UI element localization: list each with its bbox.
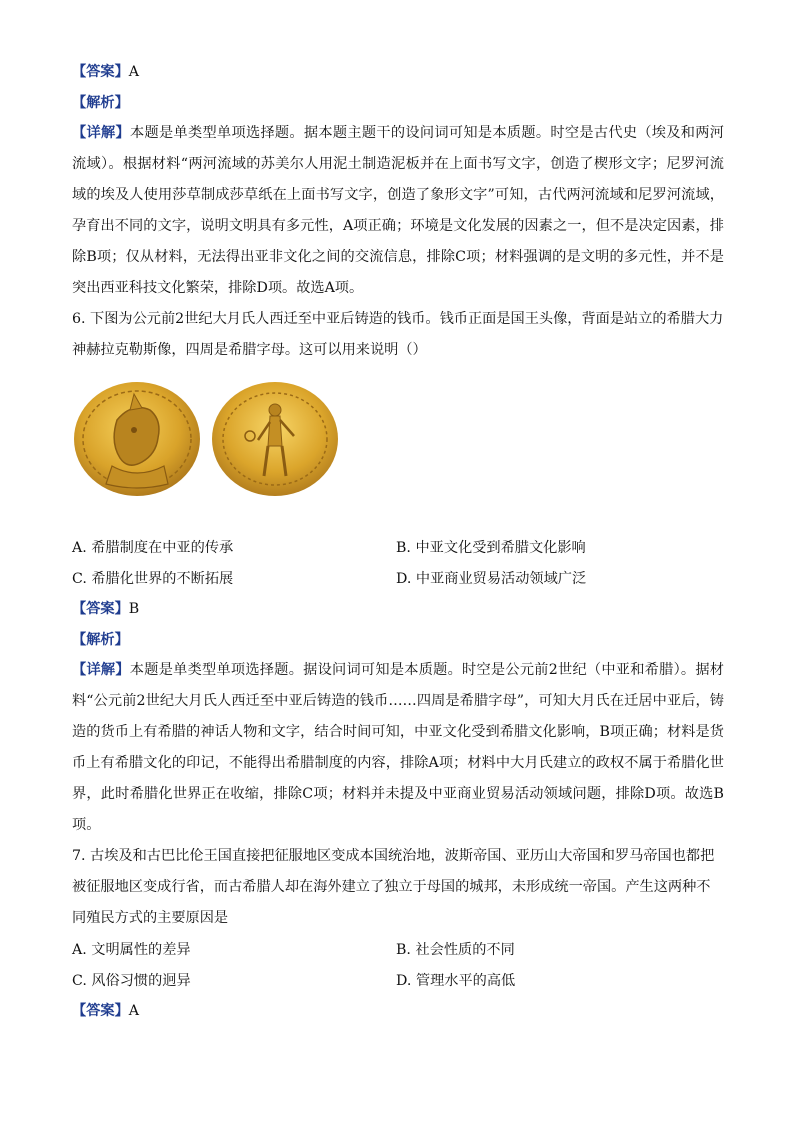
- option-a: A. 希腊制度在中亚的传承: [72, 540, 234, 556]
- answer-value: A: [128, 64, 140, 80]
- answer-line: [72, 62, 724, 82]
- question-6-stem: 6. 下图为公元前2世纪大月氏人西迁至中亚后铸造的钱币。钱币正面是国王头像，背面是站立的希腊大力神赫拉克勒斯像，四周是希腊字母。这可以用来说明（）: [72, 311, 724, 358]
- analysis-line: [72, 93, 724, 113]
- document-page: [72, 62, 724, 1032]
- detail-text: 本题是单类型单项选择题。据本题主题干的设问词可知是本质题。时空是古代史（埃及和两河流域）。根据材料“两河流域的苏美尔人用泥土制造泥板并在上面书写文字，创造了楔形文字；尼罗河流域的埃及人使用莎草制成莎草纸在上面书写文字，创造了象形文字”可知，古代两河流域和尼罗河流域，孕育出不同的文字，说明文明具有多元性，A项正确；环境是文化发展的因素之一，但不是决定因素，排除B项；仅从材料，无法得出亚非文化之间的交流信息，排除C项；材料强调的是文明的多元性，并不是突出西亚科技文化繁荣，排除D项。故选A项。: [72, 125, 724, 296]
- coin-images: [72, 380, 724, 498]
- option-b: B. 中亚文化受到希腊文化影响: [396, 540, 586, 556]
- q6-detail-paragraph: [72, 655, 724, 841]
- option-c: C. 风俗习惯的迥异: [72, 973, 191, 989]
- detail-paragraph: [72, 118, 724, 304]
- detail-tag: 【详解】: [72, 662, 130, 678]
- answer-tag: 【答案】: [72, 64, 129, 80]
- analysis-tag: 【解析】: [72, 632, 129, 648]
- option-d: D. 中亚商业贸易活动领域广泛: [396, 571, 587, 587]
- answer-tag: 【答案】: [72, 1003, 129, 1019]
- q6-analysis-line: [72, 630, 724, 650]
- detail-text: 本题是单类型单项选择题。据设问词可知是本质题。时空是公元前2世纪（中亚和希腊）。据材料“公元前2世纪大月氏人西迁至中亚后铸造的钱币……四周是希腊字母”，可知大月氏在迁居中亚后，铸造的货币上有希腊的神话人物和文字，结合时间可知，中亚文化受到希腊文化影响，B项正确；材料是货币上有希腊文化的印记，不能得出希腊制度的内容，排除A项；材料中大月氏建立的政权不属于希腊化世界，此时希腊化世界正在收缩，排除C项；材料并未提及中亚商业贸易活动领域问题，排除D项。故选B项。: [72, 662, 724, 833]
- q7-answer-line: [72, 1001, 724, 1021]
- q6-answer-line: [72, 599, 724, 619]
- question-6-options: [72, 538, 724, 589]
- option-b: B. 社会性质的不同: [396, 942, 515, 958]
- coin-obverse-image: [72, 380, 202, 498]
- analysis-tag: 【解析】: [72, 95, 129, 111]
- answer-value: A: [128, 1003, 140, 1019]
- coin-reverse-image: [210, 380, 340, 498]
- answer-value: B: [128, 601, 140, 617]
- answer-tag: 【答案】: [72, 601, 129, 617]
- option-a: A. 文明属性的差异: [72, 942, 191, 958]
- question-7-options: [72, 940, 724, 991]
- option-c: C. 希腊化世界的不断拓展: [72, 571, 234, 587]
- question-7-stem: 7. 古埃及和古巴比伦王国直接把征服地区变成本国统治地，波斯帝国、亚历山大帝国和罗马帝国也都把被征服地区变成行省，而古希腊人却在海外建立了独立于母国的城邦，未形成统一帝国。产生这两种不同殖民方式的主要原因是: [72, 848, 715, 926]
- option-d: D. 管理水平的高低: [396, 973, 516, 989]
- detail-tag: 【详解】: [72, 125, 130, 141]
